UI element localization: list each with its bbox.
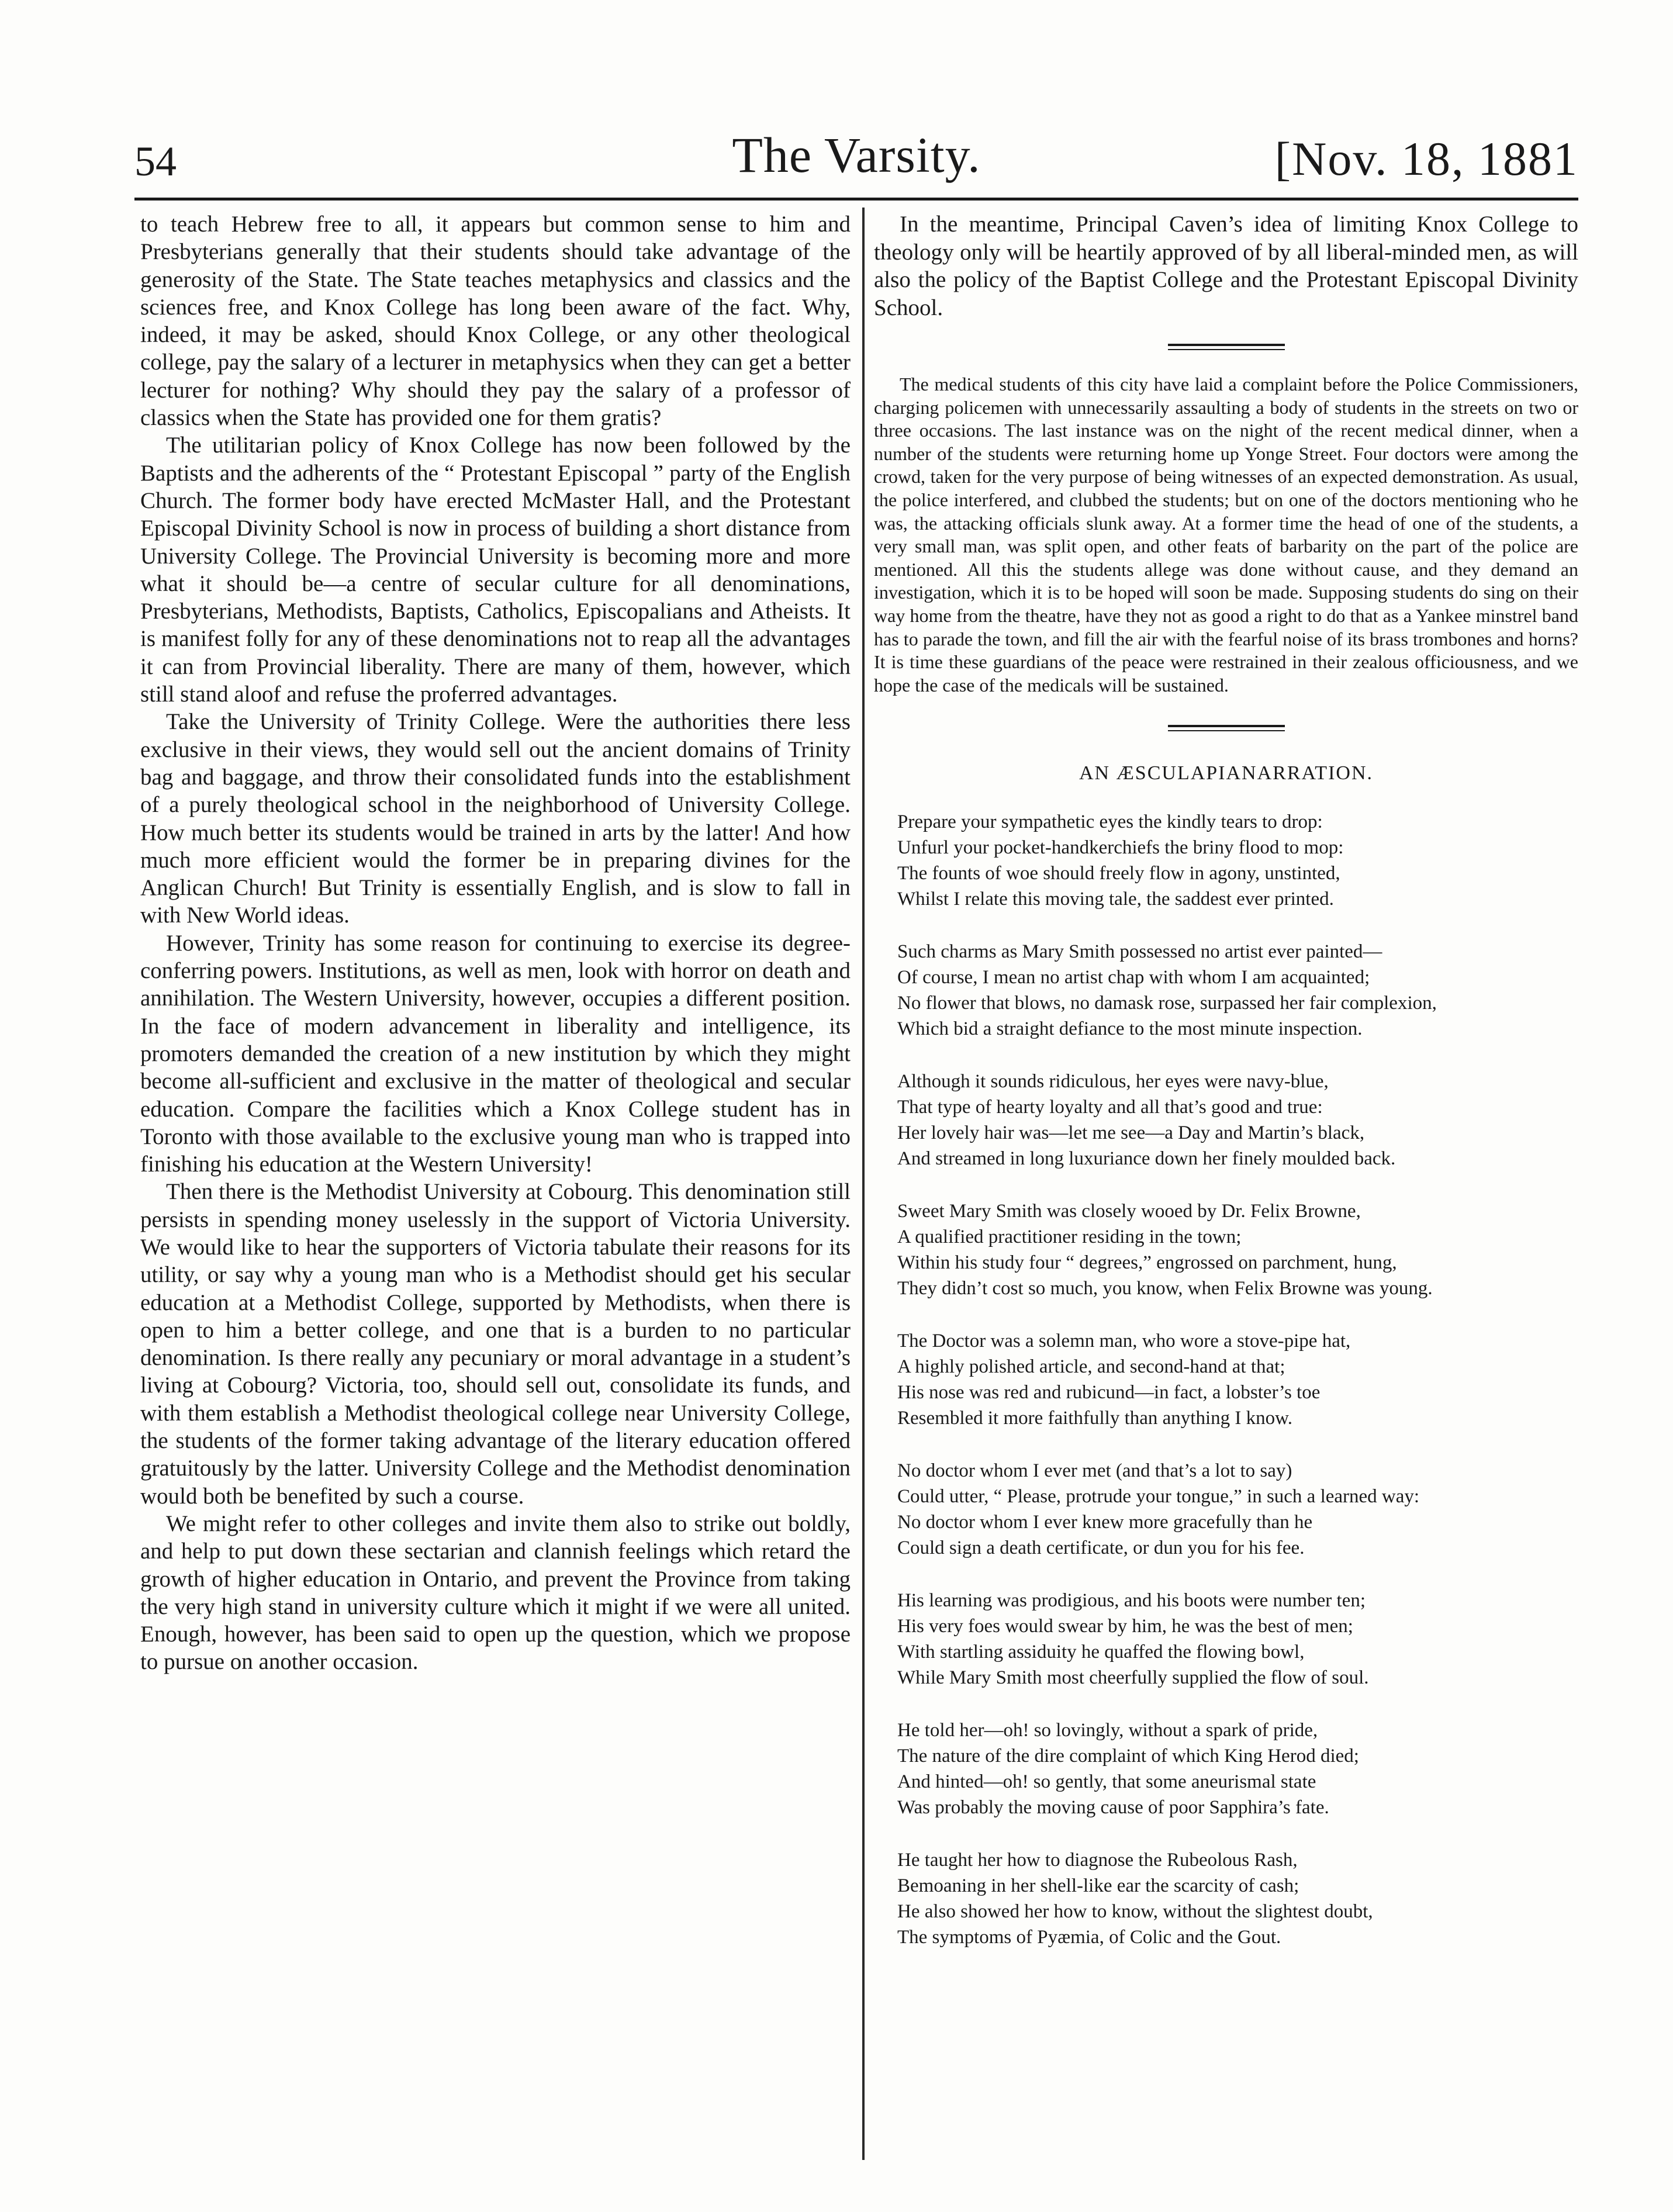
poem-stanza (897, 1198, 1578, 1301)
poem-line: Of course, I mean no artist chap with whom I am acquainted; (897, 967, 1370, 989)
poem-line: He also showed her how to know, without the slightest doubt, (897, 1901, 1373, 1923)
poem-line: Was probably the moving cause of poor Sapphira’s fate. (897, 1797, 1329, 1819)
poem-line: A qualified practitioner residing in the town; (897, 1226, 1242, 1248)
poem-title: AN ÆSCULAPIANARRATION. (1079, 762, 1374, 784)
news-item: The medical students of this city have laid a complaint before the Police Commissioners, charging policemen with unnecessarily assaulting a body of students in the streets on two or three occasions. The last instance was on the night of the recent medical dinner, when a number of the students were returning home up Yonge Street. Four doctors were among the crowd, taken for the very purpose of being witnesses of an expected demonstration. As usual, the police interfered, and clubbed the students; but on one of the doctors mentioning who he was, the attacking officials slunk away. At a former time the head of one of the students, a very small man, was split open, and other feats of barbarity on the part of the police are mentioned. All this the students allege was done without cause, and they demand an investigation, which it is to be hoped will soon be made. Supposing students do sing on their way home from the theatre, have they not as good a right to do that as a Yankee minstrel band has to parade the town, and fill the air with the fearful noise of its brass trombones and horns? It is time these guardians of the peace were restrained in their zealous officiousness, and we hope the case of the medicals will be sustained. (874, 374, 1578, 696)
poem-stanza (897, 1069, 1578, 1171)
poem-line: And hinted—oh! so gently, that some aneurismal state (897, 1771, 1316, 1793)
poem-line: Could utter, “ Please, protrude your tongue,” in such a learned way: (897, 1486, 1420, 1508)
poem-stanza (897, 1328, 1578, 1431)
header-rule (134, 198, 1578, 201)
poem-line: No doctor whom I ever met (and that’s a lot to say) (897, 1460, 1292, 1482)
poem-stanza (897, 1458, 1578, 1561)
right-column (874, 210, 1578, 2157)
page-number: 54 (134, 138, 177, 185)
section-rule (1168, 725, 1285, 727)
poem-line: Bemoaning in her shell-like ear the scarcity of cash; (897, 1875, 1299, 1897)
poem-line: They didn’t cost so much, you know, when Felix Browne was young. (897, 1278, 1433, 1299)
poem-line: Her lovely hair was—let me see—a Day and Martin’s black, (897, 1122, 1365, 1144)
poem-line: And streamed in long luxuriance down her finely moulded back. (897, 1148, 1396, 1170)
section-rule (1168, 344, 1285, 346)
poem-line: Prepare your sympathetic eyes the kindly tears to drop: (897, 811, 1323, 833)
column-divider (862, 208, 865, 2160)
poem-line: The symptoms of Pyæmia, of Colic and the Gout. (897, 1927, 1281, 1948)
poem-line: Which bid a straight defiance to the most minute inspection. (897, 1018, 1363, 1040)
poem-line: While Mary Smith most cheerfully supplied the flow of soul. (897, 1667, 1369, 1689)
poem-line: Within his study four “ degrees,” engrossed on parchment, hung, (897, 1252, 1397, 1274)
poem-line: He taught her how to diagnose the Rubeolous Rash, (897, 1850, 1298, 1871)
poem-line: Resembled it more faithfully than anything I know. (897, 1408, 1293, 1429)
poem-line: No doctor whom I ever knew more gracefully than he (897, 1512, 1313, 1533)
poem-line: Could sign a death certificate, or dun you for his fee. (897, 1537, 1305, 1559)
issue-date: [Nov. 18, 1881 (1274, 132, 1578, 185)
poem-line: With startling assiduity he quaffed the flowing bowl, (897, 1641, 1305, 1663)
poem-line: His nose was red and rubicund—in fact, a lobster’s toe (897, 1382, 1321, 1404)
poem (874, 762, 1578, 1950)
poem-line: No flower that blows, no damask rose, surpassed her fair complexion, (897, 993, 1437, 1014)
poem-line: The Doctor was a solemn man, who wore a stove-pipe hat, (897, 1330, 1351, 1352)
left-column (140, 210, 851, 2157)
poem-stanza (897, 809, 1578, 912)
poem-line: A highly polished article, and second-hand at that; (897, 1356, 1285, 1378)
poem-line: The nature of the dire complaint of which King Herod died; (897, 1746, 1359, 1767)
poem-line: His learning was prodigious, and his boots were number ten; (897, 1590, 1366, 1612)
poem-line: His very foes would swear by him, he was the best of men; (897, 1616, 1353, 1637)
poem-line: The founts of woe should freely flow in agony, unstinted, (897, 863, 1340, 884)
poem-line: Whilst I relate this moving tale, the saddest ever printed. (897, 889, 1334, 910)
poem-line: Such charms as Mary Smith possessed no artist ever painted— (897, 941, 1382, 963)
article-paragraph: Take the University of Trinity College. Were the authorities there less exclusive in their views, they would sell out the ancient domains of Trinity bag and baggage, and throw their consolidated funds into the establishment of a purely theological school in the neighborhood of University College. How much better its students would be trained in arts by the latter! And how much more efficient would the former be in preparing divines for the Anglican Church! But Trinity is essentially English, and is slow to fall in with New World ideas. (140, 709, 851, 928)
article-paragraph: However, Trinity has some reason for continuing to exercise its degree-conferring powers. Institutions, as well as men, look with horror on death and annihilation. The Western University, however, occupies a different position. In the face of modern advancement in liberality and intelligence, its promoters demanded the creation of a new institution by which they might become all-sufficient and exclusive in the matter of theological and secular education. Compare the facilities which a Knox College student has in Toronto with those available to the exclusive young man who is trapped into finishing his education at the Western University! (140, 930, 851, 1177)
article-paragraph: In the meantime, Principal Caven’s idea of limiting Knox College to theology only will be heartily approved of by all liberal-minded men, as will also the policy of the Baptist College and the Protestant Episcopal Divinity School. (874, 212, 1578, 320)
article-paragraph: The utilitarian policy of Knox College has now been followed by the Baptists and the adherents of the “ Protestant Episcopal ” party of the English Church. The former body have erected McMaster Hall, and the Protestant Episcopal Divinity School is now in process of building a short distance from University College. The Provincial University is becoming more and more what it should be—a centre of secular culture for all denominations, Presbyterians, Methodists, Baptists, Catholics, Episcopalians and Atheists. It is manifest folly for any of these denominations not to reap all the advantages it can from Provincial liberality. There are many of them, however, which still stand aloof and refuse the proferred advantages. (140, 433, 851, 707)
poem-line: Sweet Mary Smith was closely wooed by Dr. Felix Browne, (897, 1201, 1361, 1222)
poem-stanza (897, 1847, 1578, 1950)
poem-line: He told her—oh! so lovingly, without a spark of pride, (897, 1720, 1318, 1741)
poem-stanza (897, 1588, 1578, 1691)
page-header (134, 126, 1578, 190)
article-paragraph: to teach Hebrew free to all, it appears but common sense to him and Presbyterians generally that their students should take advantage of the generosity of the State. The State teaches metaphysics and classics and the sciences free, and Knox College has long been aware of the fact. Why, indeed, it may be asked, should Knox College, or any other theological college, pay the salary of a lecturer in metaphysics when they can get a better lecturer for nothing? Why should they pay the salary of a professor of classics when the State has provided one for them gratis? (140, 212, 851, 431)
poem-line: That type of hearty loyalty and all that’s good and true: (897, 1097, 1323, 1118)
poem-stanza (897, 939, 1578, 1042)
poem-line: Although it sounds ridiculous, her eyes were navy-blue, (897, 1071, 1329, 1093)
masthead-title: The Varsity. (732, 127, 981, 183)
article-paragraph: Then there is the Methodist University at Cobourg. This denomination still persists in spending money uselessly in the support of Victoria University. We would like to hear the supporters of Victoria tabulate their reasons for its utility, or say why a young man who is a Methodist should get his secular education at a Methodist College, supported by Methodists, when there is open to him a better college, and one that is a burden to no particular denomination. Is there really any pecuniary or moral advantage in a student’s living at Cobourg? Victoria, too, should sell out, consolidate its funds, and with them establish a Methodist theological college near University College, the students of the former taking advantage of the literary education offered gratuitously by the latter. University College and the Methodist denomination would both be benefited by such a course. (140, 1179, 851, 1509)
article-paragraph: We might refer to other colleges and invite them also to strike out boldly, and help to put down these sectarian and clannish feelings which retard the growth of higher education in Ontario, and prevent the Province from taking the very high stand in university culture which it might if we were all united. Enough, however, has been said to open up the question, which we propose to pursue on another occasion. (140, 1511, 851, 1675)
poem-stanza (897, 1717, 1578, 1820)
poem-line: Unfurl your pocket-handkerchiefs the briny flood to mop: (897, 837, 1344, 859)
